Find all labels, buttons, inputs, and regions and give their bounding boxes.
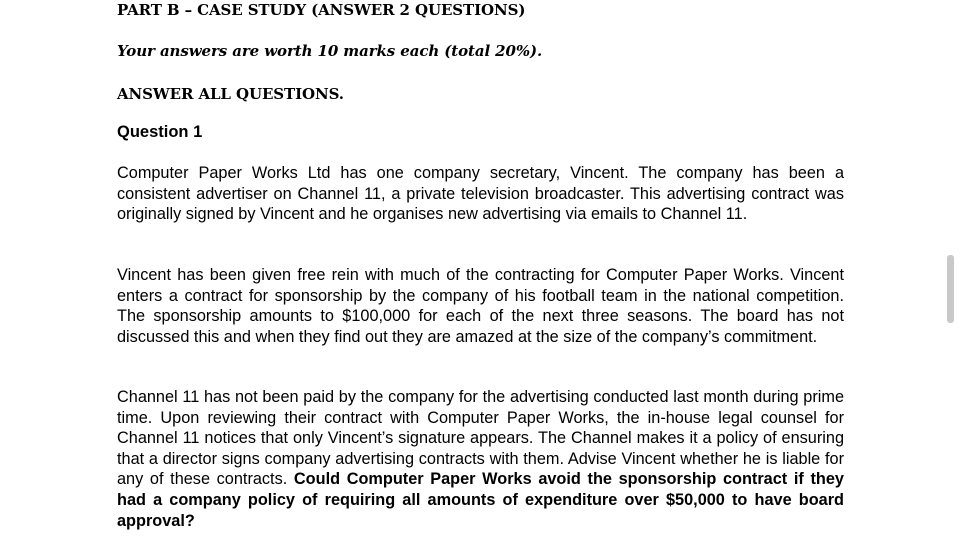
question-title: Question 1	[117, 123, 203, 141]
case-paragraph-3	[117, 387, 844, 531]
case-paragraph-1: Computer Paper Works Ltd has one company secretary, Vincent. The company has been a consistent advertiser on Channel 11, a private television broadcaster. This advertising contract was originally signed by Vincent and he organises new advertising via emails to Channel 11.	[117, 164, 844, 224]
case-paragraph-3-text: Channel 11 has not been paid by the company for the advertising conducted last month during prime time. Upon reviewing their contract with Computer Paper Works, the in-house legal counsel for Channel 11 notices that only Vincent’s signature appears. The Channel makes it a policy of ensuring that a director signs company advertising contracts with them. Advise Vincent whether he is liable for any of these contracts.	[117, 388, 844, 489]
marks-instruction: Your answers are worth 10 marks each (total 20%).	[117, 42, 543, 60]
question-prompt: Could Computer Paper Works avoid the sponsorship contract if they had a company policy of requiring all amounts of expenditure over $50,000 to have board approval?	[117, 470, 844, 530]
part-heading: PART B – CASE STUDY (ANSWER 2 QUESTIONS)	[117, 1, 526, 19]
case-paragraph-2: Vincent has been given free rein with much of the contracting for Computer Paper Works. Vincent enters a contract for sponsorship by the company of his football team in the national competition. The sponsorship amounts to $100,000 for each of the next three seasons. The board has not discussed this and when they find out they are amazed at the size of the company’s commitment.	[117, 266, 844, 346]
vertical-scrollbar[interactable]	[947, 255, 954, 323]
answer-all-instruction: ANSWER ALL QUESTIONS.	[117, 85, 344, 103]
